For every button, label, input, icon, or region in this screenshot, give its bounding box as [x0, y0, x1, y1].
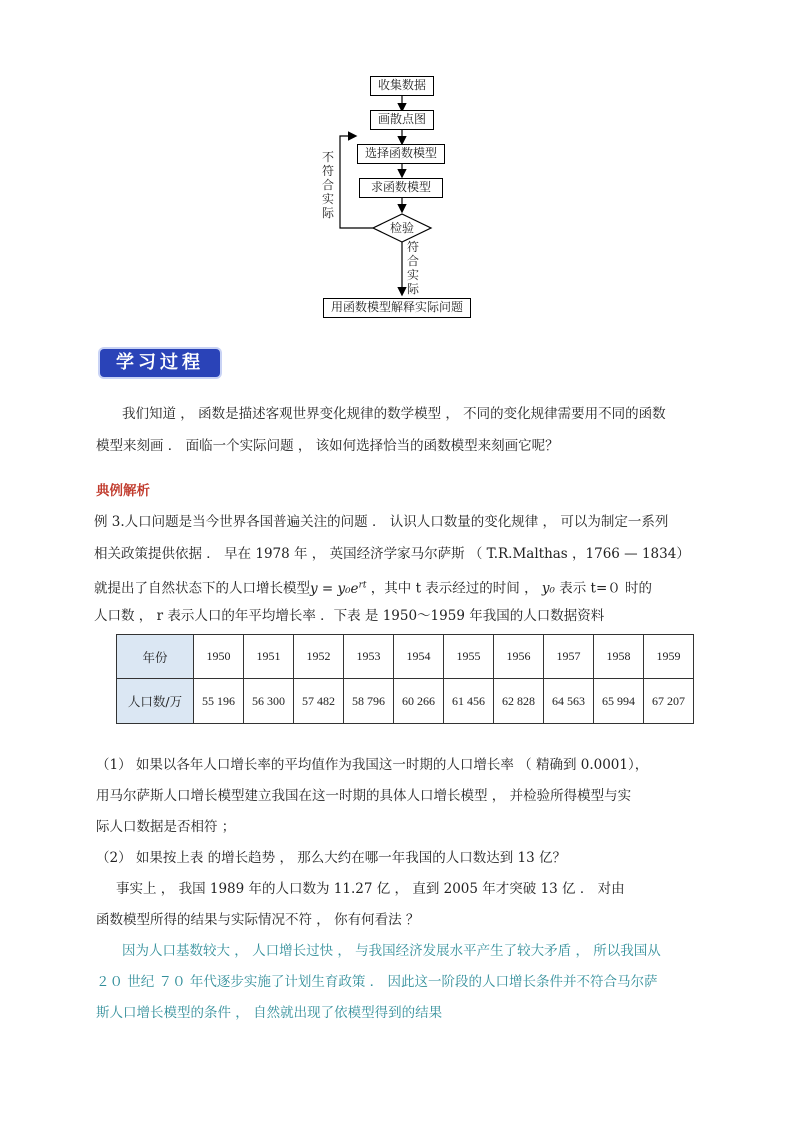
flow-step-explain: 用函数模型解释实际问题 — [323, 298, 471, 318]
pass-label-char: 实 — [406, 268, 419, 282]
fact-line-2: 函数模型所得的结果与实际情况不符 ， 你有何看法 ？ — [96, 912, 420, 928]
answer-line-3: 斯人口增长模型的条件 ， 自然就出现了依模型得到的结果 — [96, 1005, 443, 1021]
example-heading: 典例解析 — [96, 483, 150, 499]
section-banner: 学习过程 — [100, 349, 220, 377]
year-cell: 1958 — [594, 635, 644, 679]
example-line-3-b: ，其中 t 表示经过的时间 ， — [370, 580, 538, 597]
pass-label-char: 际 — [406, 282, 419, 296]
year-cell: 1959 — [644, 635, 694, 679]
population-cell: 65 994 — [594, 679, 644, 724]
table-row — [117, 635, 694, 679]
pass-label-char: 符 — [406, 240, 419, 254]
population-cell: 60 266 — [394, 679, 444, 724]
flow-step-solve-model: 求函数模型 — [359, 178, 443, 198]
loop-label-char: 际 — [321, 206, 334, 220]
y0-symbol: y₀ — [541, 580, 555, 597]
population-table — [116, 634, 694, 724]
year-cell: 1954 — [394, 635, 444, 679]
pass-label-char: 合 — [406, 254, 419, 268]
question-1-line-1: （1） 如果以各年人口增长率的平均值作为我国这一时期的人口增长率 （ 精确到 0.0001）， — [96, 757, 649, 773]
example-line-3-a: 就提出了自然状态下的人口增长模型 — [94, 580, 310, 597]
intro-line-2: 模型来刻画 ． 面临一个实际问题 ， 该如何选择恰当的函数模型来刻画它呢？ — [96, 438, 559, 454]
population-cell: 57 482 — [294, 679, 344, 724]
growth-formula: $y = y_0e^{rt}$ — [310, 580, 367, 597]
flow-step-scatter: 画散点图 — [370, 110, 434, 130]
fact-line-1: 事实上 ， 我国 1989 年的人口数为 11.27 亿 ， 直到 2005 年才突破 13 亿 ． 对由 — [116, 881, 625, 897]
year-cell: 1957 — [544, 635, 594, 679]
population-cell: 67 207 — [644, 679, 694, 724]
pass-label — [406, 240, 420, 296]
question-1-line-2: 用马尔萨斯人口增长模型建立我国在这一时期的具体人口增长模型 ， 并检验所得模型与实 — [96, 788, 632, 804]
year-cell: 1955 — [444, 635, 494, 679]
population-cell: 58 796 — [344, 679, 394, 724]
population-cell: 62 828 — [494, 679, 544, 724]
example-line-4: 人口数 ， r 表示人口的年平均增长率 ．下表 是 1950～1959 年我国的人口数据资料 — [94, 608, 605, 624]
population-cell: 64 563 — [544, 679, 594, 724]
example-line-3 — [94, 576, 652, 598]
year-cell: 1953 — [344, 635, 394, 679]
population-cell: 55 196 — [194, 679, 244, 724]
population-cell: 61 456 — [444, 679, 494, 724]
flow-step-choose-model: 选择函数模型 — [357, 144, 445, 164]
year-cell: 1952 — [294, 635, 344, 679]
question-2-line-1: （2） 如果按上表 的增长趋势 ， 那么大约在哪一年我国的人口数达到 13 亿？ — [96, 850, 567, 866]
loop-label — [321, 150, 335, 220]
answer-line-2: ２０ 世纪 ７０ 年代逐步实施了计划生育政策 ． 因此这一阶段的人口增长条件并不符合马尔萨 — [96, 974, 658, 990]
year-cell: 1950 — [194, 635, 244, 679]
intro-line-1: 我们知道 ， 函数是描述客观世界变化规律的数学模型 ， 不同的变化规律需要用不同的函数 — [122, 406, 666, 422]
answer-line-1: 因为人口基数较大 ， 人口增长过快 ， 与我国经济发展水平产生了较大矛盾 ， 所以我国从 — [122, 943, 661, 959]
year-cell: 1956 — [494, 635, 544, 679]
row-header-year: 年份 — [117, 635, 194, 679]
formula-exponent: rt — [358, 580, 367, 590]
table-row — [117, 679, 694, 724]
question-1-line-3: 际人口数据是否相符 ； — [96, 819, 236, 835]
loop-label-char: 合 — [321, 178, 334, 192]
flowchart-connectors — [0, 0, 794, 330]
loop-label-char: 符 — [321, 164, 334, 178]
example-line-2: 相关政策提供依据 ． 早在 1978 年 ， 英国经济学家马尔萨斯 （ T.R.Malthas ，1766 — 1834） — [94, 546, 690, 562]
example-line-3-c: 表示 t=０ 时的 — [559, 580, 653, 597]
year-cell: 1951 — [244, 635, 294, 679]
example-line-1: 例 3.人口问题是当今世界各国普遍关注的问题 ． 认识人口数量的变化规律 ， 可以为制定一系列 — [94, 514, 669, 530]
loop-label-char: 不 — [321, 150, 334, 164]
flow-step-verify: 检验 — [389, 221, 414, 235]
row-header-population: 人口数/万 — [117, 679, 194, 724]
flow-step-collect: 收集数据 — [370, 76, 434, 96]
population-cell: 56 300 — [244, 679, 294, 724]
loop-label-char: 实 — [321, 192, 334, 206]
